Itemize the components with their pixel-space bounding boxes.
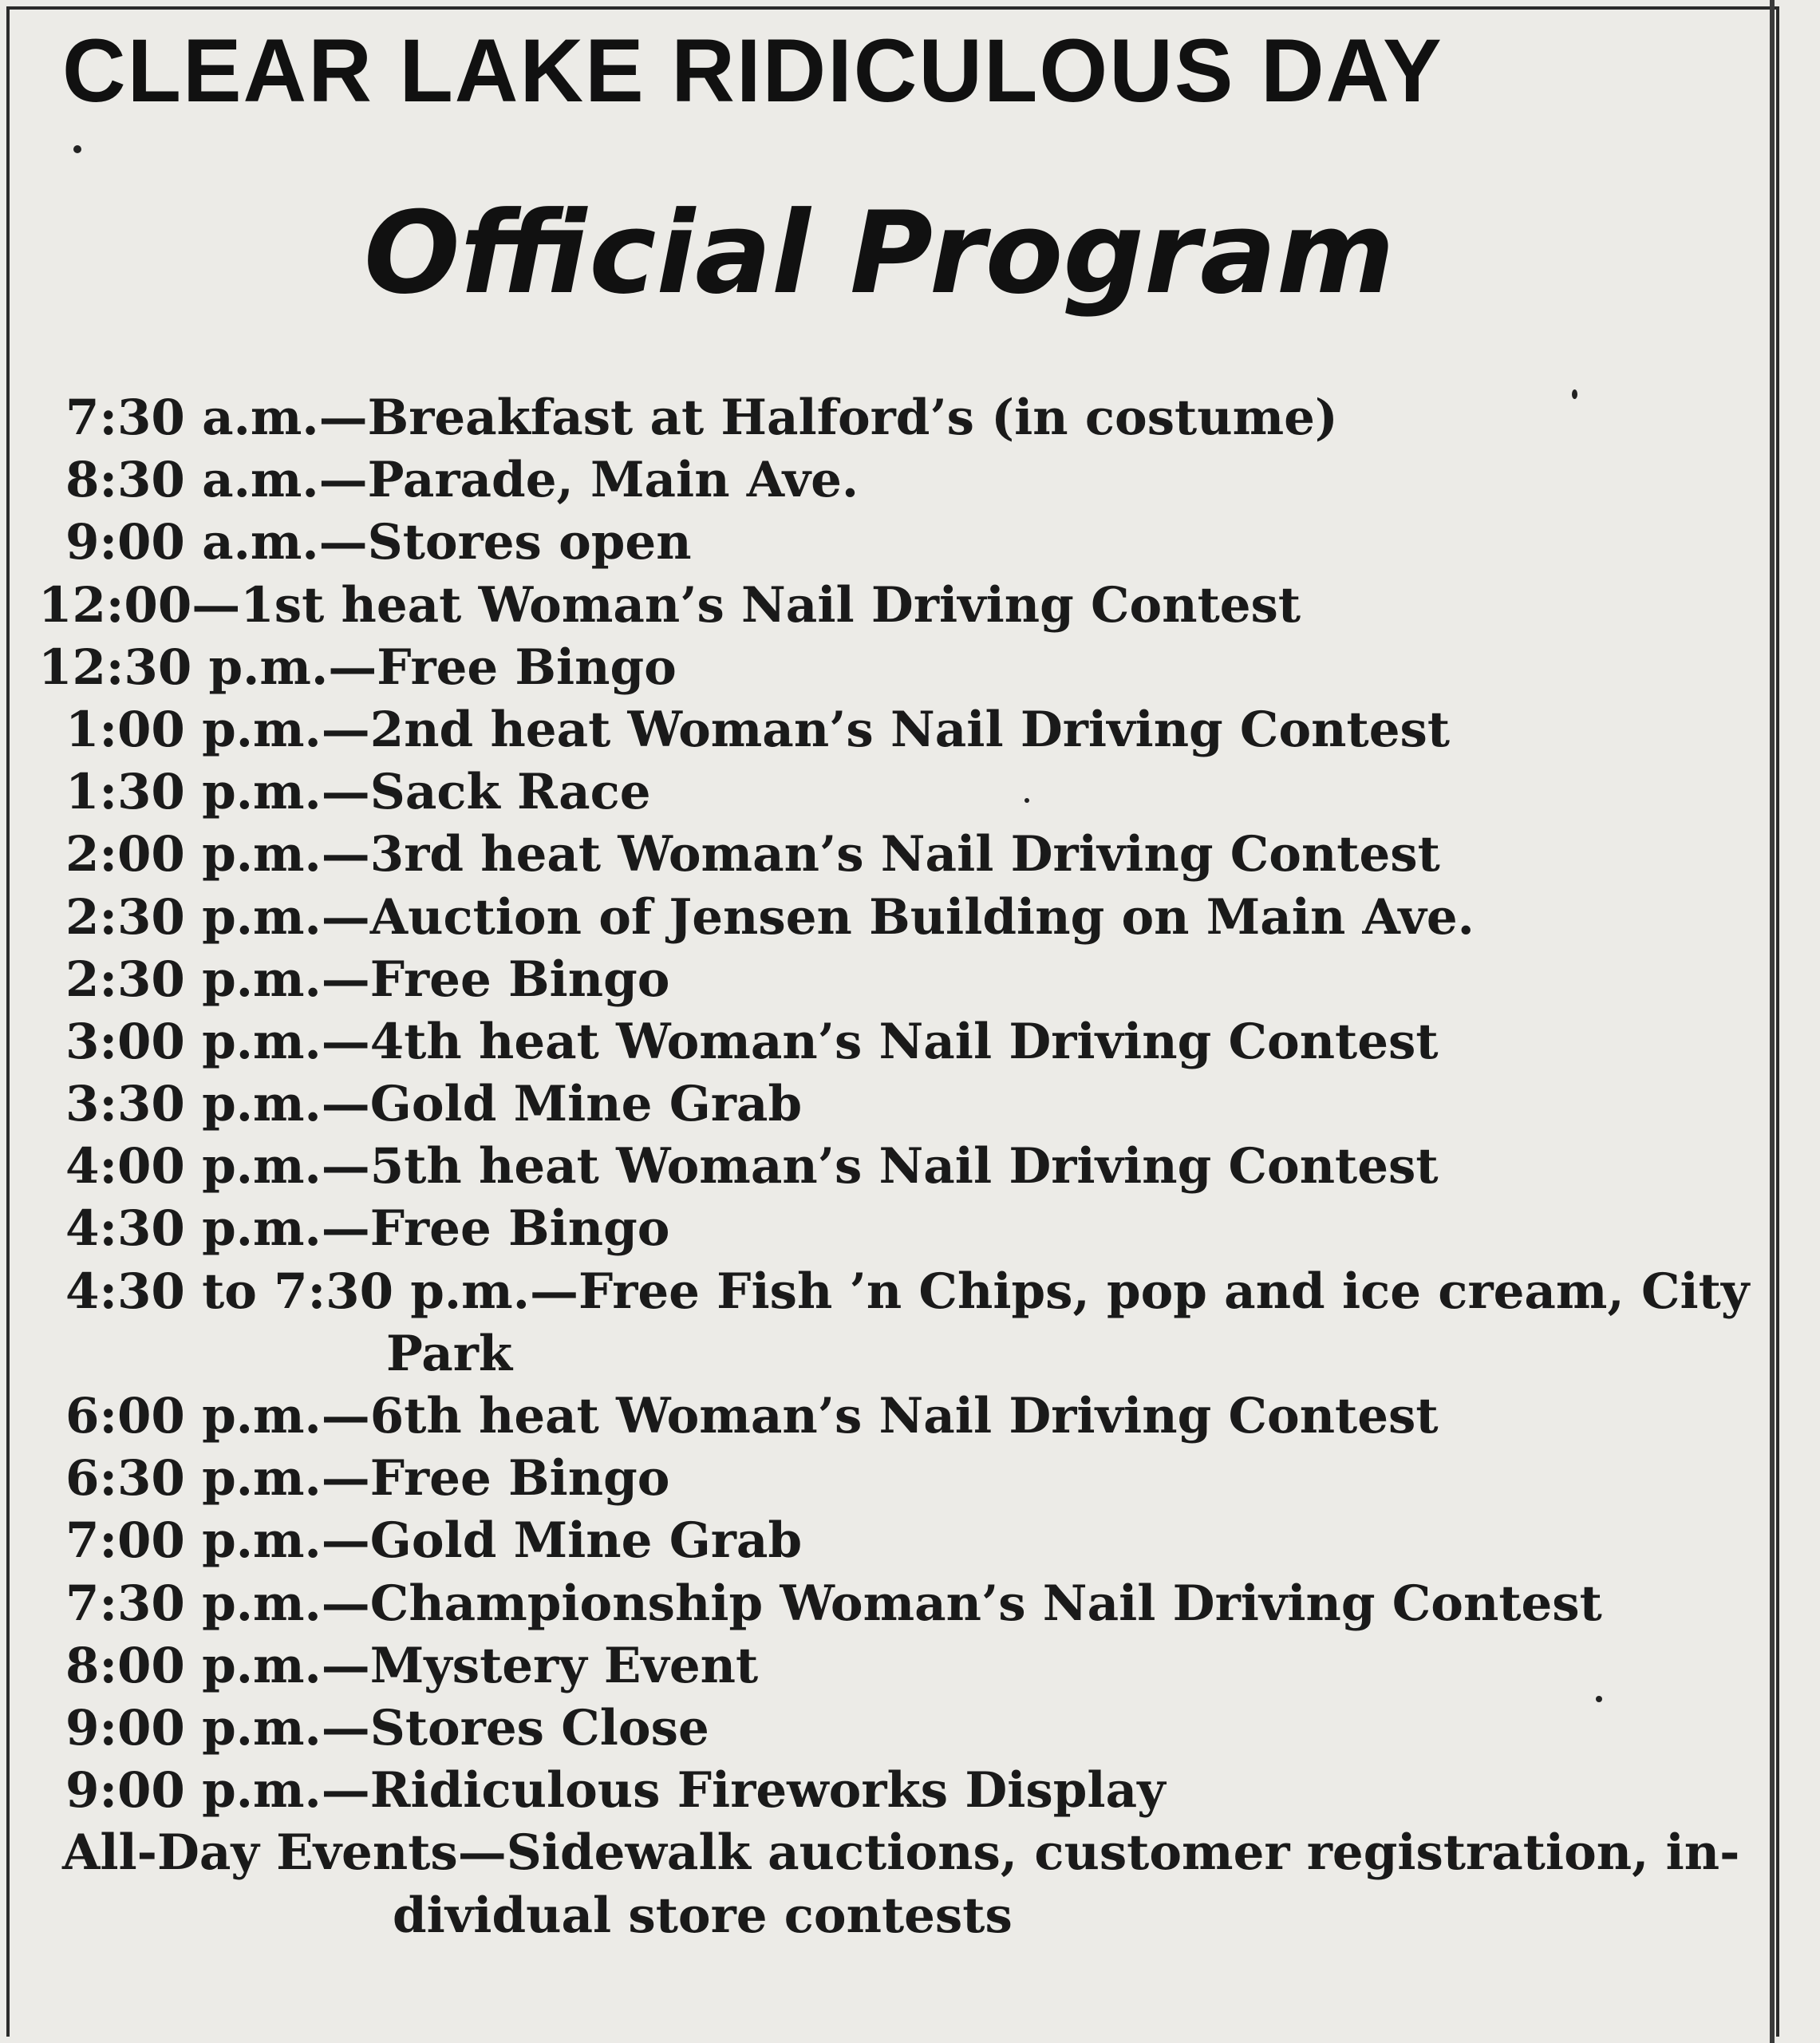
schedule-time: 12:00 bbox=[38, 576, 192, 634]
headline: CLEAR LAKE RIDICULOUS DAY bbox=[62, 21, 1443, 121]
schedule-time: 9:00 p.m. bbox=[65, 1699, 322, 1757]
schedule-row bbox=[0, 1011, 1771, 1073]
schedule-event: Breakfast at Halford’s (in costume) bbox=[367, 389, 1338, 446]
schedule-row bbox=[0, 887, 1771, 949]
schedule-event: 1st heat Woman’s Nail Driving Contest bbox=[240, 576, 1301, 634]
print-speck bbox=[1596, 1696, 1602, 1702]
schedule-separator: — bbox=[328, 638, 377, 696]
schedule-separator: — bbox=[321, 888, 370, 946]
all-day-events-row bbox=[0, 1822, 1771, 1884]
schedule-event: Gold Mine Grab bbox=[369, 1512, 803, 1570]
schedule-separator: — bbox=[321, 1388, 370, 1444]
schedule-row bbox=[0, 1697, 1771, 1760]
schedule-event: Free Bingo bbox=[369, 1450, 670, 1508]
schedule-row bbox=[0, 1136, 1771, 1198]
schedule-time: 8:00 p.m. bbox=[65, 1637, 322, 1694]
schedule-time: 8:30 a.m. bbox=[65, 452, 319, 509]
schedule-separator: — bbox=[321, 1575, 370, 1632]
schedule-event: Free Bingo bbox=[369, 1200, 670, 1258]
schedule-separator: — bbox=[321, 764, 370, 821]
schedule-event-continuation: Park bbox=[386, 1325, 513, 1382]
schedule-row bbox=[0, 1510, 1771, 1572]
schedule-time: 2:30 p.m. bbox=[65, 950, 322, 1008]
schedule-row bbox=[0, 949, 1771, 1011]
schedule-separator: — bbox=[321, 1699, 370, 1757]
schedule-row bbox=[0, 1448, 1771, 1510]
schedule-time: 3:00 p.m. bbox=[65, 1013, 322, 1070]
schedule-time: 2:30 p.m. bbox=[65, 888, 322, 946]
schedule-row bbox=[0, 637, 1771, 699]
schedule-time: 4:30 p.m. bbox=[65, 1200, 322, 1258]
schedule-row bbox=[0, 699, 1771, 761]
schedule-separator: — bbox=[318, 514, 368, 571]
schedule-event: 2nd heat Woman’s Nail Driving Contest bbox=[369, 701, 1451, 758]
schedule-separator: — bbox=[529, 1263, 578, 1320]
schedule-time: 12:30 p.m. bbox=[38, 638, 329, 696]
program-schedule bbox=[0, 387, 1771, 1947]
schedule-time: 4:30 to 7:30 p.m. bbox=[65, 1263, 530, 1320]
schedule-event: Championship Woman’s Nail Driving Contest bbox=[369, 1575, 1602, 1632]
schedule-separator: — bbox=[321, 1200, 370, 1258]
schedule-separator: — bbox=[321, 1138, 370, 1195]
schedule-time: 1:00 p.m. bbox=[65, 701, 322, 758]
schedule-row-continuation bbox=[0, 1323, 1771, 1385]
schedule-event: Free Fish ’n Chips, pop and ice cream, City bbox=[578, 1263, 1750, 1320]
schedule-event: Auction of Jensen Building on Main Ave. bbox=[369, 888, 1475, 946]
schedule-event: Free Bingo bbox=[369, 950, 670, 1008]
all-day-label: All-Day Events bbox=[62, 1824, 458, 1882]
schedule-row bbox=[0, 1385, 1771, 1448]
schedule-event: 4th heat Woman’s Nail Driving Contest bbox=[369, 1013, 1439, 1070]
schedule-row bbox=[0, 1635, 1771, 1697]
schedule-time: 4:00 p.m. bbox=[65, 1138, 322, 1195]
schedule-event: Stores open bbox=[367, 514, 692, 571]
schedule-time: 1:30 p.m. bbox=[65, 764, 322, 821]
schedule-row bbox=[0, 824, 1771, 886]
schedule-separator: — bbox=[321, 826, 370, 883]
schedule-time: 2:00 p.m. bbox=[65, 826, 322, 883]
schedule-row bbox=[0, 1760, 1771, 1822]
schedule-time: 3:30 p.m. bbox=[65, 1076, 322, 1133]
schedule-time: 6:00 p.m. bbox=[65, 1388, 322, 1444]
schedule-time: 7:30 a.m. bbox=[65, 389, 319, 446]
all-day-text: Sidewalk auctions, customer registration, in- bbox=[506, 1824, 1740, 1882]
print-speck bbox=[1572, 389, 1577, 399]
schedule-row bbox=[0, 387, 1771, 449]
schedule-event: Mystery Event bbox=[369, 1637, 759, 1694]
schedule-row bbox=[0, 1573, 1771, 1635]
schedule-event: Ridiculous Fireworks Display bbox=[369, 1762, 1166, 1820]
schedule-separator: — bbox=[321, 701, 370, 758]
schedule-event: 3rd heat Woman’s Nail Driving Contest bbox=[369, 826, 1440, 883]
schedule-time: 7:00 p.m. bbox=[65, 1512, 322, 1570]
print-speck bbox=[73, 145, 81, 153]
schedule-event: 5th heat Woman’s Nail Driving Contest bbox=[369, 1138, 1439, 1195]
schedule-event: Sack Race bbox=[369, 764, 651, 821]
subhead-official-program: Official Program bbox=[364, 188, 1395, 319]
schedule-separator: — bbox=[318, 389, 368, 446]
schedule-time: 6:30 p.m. bbox=[65, 1450, 322, 1508]
schedule-event: Parade, Main Ave. bbox=[367, 452, 859, 509]
all-day-text-continuation: dividual store contests bbox=[393, 1887, 1013, 1944]
schedule-row bbox=[0, 1073, 1771, 1136]
schedule-separator: — bbox=[321, 1762, 370, 1820]
schedule-event: Gold Mine Grab bbox=[369, 1076, 803, 1133]
schedule-separator: — bbox=[321, 1013, 370, 1070]
schedule-separator: — bbox=[191, 576, 241, 634]
schedule-separator: — bbox=[321, 1637, 370, 1694]
schedule-time: 9:00 p.m. bbox=[65, 1762, 322, 1820]
schedule-row bbox=[0, 1261, 1771, 1323]
schedule-event: Free Bingo bbox=[377, 638, 677, 696]
all-day-events-continuation bbox=[0, 1885, 1771, 1947]
schedule-separator: — bbox=[321, 1076, 370, 1133]
schedule-separator: — bbox=[321, 1450, 370, 1508]
schedule-separator: — bbox=[318, 452, 368, 509]
schedule-event: 6th heat Woman’s Nail Driving Contest bbox=[369, 1388, 1439, 1444]
schedule-row bbox=[0, 575, 1771, 637]
schedule-row bbox=[0, 449, 1771, 512]
schedule-row bbox=[0, 761, 1771, 824]
schedule-separator: — bbox=[321, 950, 370, 1008]
schedule-row bbox=[0, 1198, 1771, 1260]
schedule-separator: — bbox=[321, 1512, 370, 1570]
all-day-separator: — bbox=[457, 1824, 507, 1882]
schedule-event: Stores Close bbox=[369, 1699, 709, 1757]
print-speck bbox=[1024, 798, 1029, 803]
schedule-time: 7:30 p.m. bbox=[65, 1575, 322, 1632]
schedule-row bbox=[0, 512, 1771, 574]
schedule-time: 9:00 a.m. bbox=[65, 514, 319, 571]
